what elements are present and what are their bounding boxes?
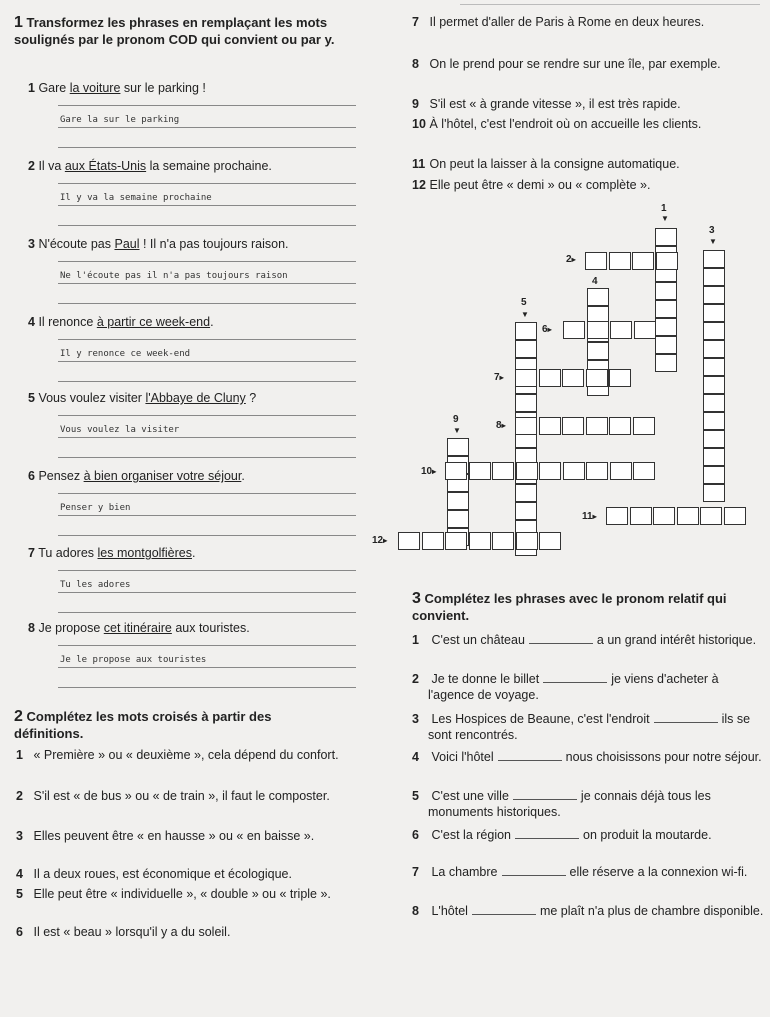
question-text: Il renonce (38, 315, 97, 329)
ex1-question (28, 545, 358, 561)
answer-line (58, 415, 356, 416)
fill-in-blank[interactable] (472, 903, 536, 915)
ex1-number: 1 (14, 14, 23, 31)
crossword-cell[interactable] (655, 354, 677, 372)
crossword-cell[interactable] (703, 358, 725, 376)
definition-number: 2 (16, 789, 23, 803)
answer-line (58, 127, 356, 128)
question-number: 7 (412, 865, 419, 879)
crossword-cell[interactable] (539, 417, 561, 435)
crossword-cell[interactable] (630, 507, 652, 525)
crossword-definition (16, 886, 375, 902)
question-number: 5 (412, 789, 419, 803)
answer-line (58, 645, 356, 646)
crossword-cell[interactable] (515, 340, 537, 358)
crossword-cell[interactable] (703, 484, 725, 502)
question-text: a un grand intérêt historique. (596, 633, 757, 647)
crossword-cell[interactable] (633, 462, 655, 480)
ex1-question (28, 390, 358, 406)
clue-number-text: 4 (592, 276, 598, 287)
question-number: 4 (28, 315, 35, 329)
crossword-cell[interactable] (515, 394, 537, 412)
arrow-icon: ▸ (501, 421, 506, 430)
handwritten-answer: Penser y bien (60, 503, 131, 513)
crossword-cell[interactable] (653, 507, 675, 525)
crossword-cell[interactable] (516, 462, 538, 480)
answer-line (58, 105, 356, 106)
question-text: aux touristes. (171, 621, 250, 635)
arrow-icon: ▸ (571, 255, 576, 264)
crossword-cell[interactable] (655, 318, 677, 336)
crossword-cell[interactable] (445, 462, 467, 480)
answer-line (58, 339, 356, 340)
answer-line (58, 381, 356, 382)
handwritten-answer: Tu les adores (60, 580, 131, 590)
answer-line (58, 205, 356, 206)
question-number: 7 (28, 546, 35, 560)
answer-line (58, 570, 356, 571)
underlined-phrase: l'Abbaye de Cluny (145, 391, 246, 405)
crossword-cell[interactable] (563, 462, 585, 480)
clue-number-text: 8 (496, 420, 502, 431)
crossword-definition (16, 866, 375, 882)
ex1-title-text: Transformez les phrases en remplaçant les mots soulignés par le pronom COD qui convient ou par y. (14, 15, 335, 47)
underlined-phrase: cet itinéraire (103, 621, 172, 635)
arrow-icon: ▸ (432, 467, 437, 476)
ex2-title-text: Complétez les mots croisés à partir des définitions. (14, 709, 272, 741)
clue-number-text: 6 (542, 324, 548, 335)
handwritten-answer: Gare la sur le parking (60, 115, 180, 125)
underlined-phrase: à bien organiser votre séjour (83, 469, 242, 483)
question-text: L'hôtel (431, 904, 468, 918)
question-text: Pensez (38, 469, 84, 483)
ex1-question (28, 620, 358, 636)
crossword-definition (412, 177, 756, 193)
question-text: je viens d'acheter à l'agence de voyage. (428, 672, 719, 702)
definition-text: Elles peuvent être « en hausse » ou « en baisse ». (33, 829, 315, 843)
crossword-cell[interactable] (587, 288, 609, 306)
handwritten-answer: Je le propose aux touristes (60, 655, 207, 665)
question-number: 2 (28, 159, 35, 173)
crossword-definition (16, 924, 375, 940)
clue-number-text: 7 (494, 372, 500, 383)
crossword-definition (412, 156, 756, 172)
ex3-question (412, 671, 768, 703)
question-text: Je propose (38, 621, 104, 635)
question-number: 2 (412, 672, 419, 686)
arrow-icon: ▸ (499, 373, 504, 382)
crossword-cell[interactable] (655, 300, 677, 318)
crossword-cell[interactable] (655, 336, 677, 354)
fill-in-blank[interactable] (498, 749, 562, 761)
ex1-question (28, 314, 358, 330)
ex3-title-text: Complétez les phrases avec le pronom relatif qui convient. (412, 591, 727, 623)
crossword-cell[interactable] (634, 321, 656, 339)
crossword-cell[interactable] (703, 322, 725, 340)
clue-number-text: 3 (709, 225, 715, 236)
answer-line (58, 283, 356, 284)
answer-line (58, 515, 356, 516)
crossword-cell[interactable] (447, 438, 469, 456)
ex1-question (28, 468, 358, 484)
question-text: Gare (38, 81, 70, 95)
question-text: nous choisissons pour notre séjour. (565, 750, 762, 764)
crossword-cell[interactable] (700, 507, 722, 525)
ex2-number: 2 (14, 708, 23, 725)
crossword-cell[interactable] (724, 507, 746, 525)
crossword-cell[interactable] (586, 462, 608, 480)
handwritten-answer: Il y renonce ce week-end (60, 349, 191, 359)
definition-text: S'il est « de bus » ou « de train », il faut le composter. (33, 789, 330, 803)
crossword-cell[interactable] (703, 466, 725, 484)
arrow-down-icon: ▼ (521, 310, 529, 319)
fill-in-blank[interactable] (529, 632, 593, 644)
definition-number: 10 (412, 117, 426, 131)
top-rule (460, 4, 760, 5)
crossword-cell[interactable] (422, 532, 444, 550)
crossword-cell[interactable] (398, 532, 420, 550)
answer-line (58, 183, 356, 184)
crossword-cell[interactable] (515, 322, 537, 340)
crossword-cell[interactable] (539, 532, 561, 550)
crossword-definition (412, 56, 756, 72)
fill-in-blank[interactable] (513, 788, 577, 800)
definition-text: Il est « beau » lorsqu'il y a du soleil. (33, 925, 231, 939)
fill-in-blank[interactable] (543, 671, 607, 683)
crossword-cell[interactable] (515, 369, 537, 387)
question-text: me plaît n'a plus de chambre disponible. (539, 904, 764, 918)
clue-number (582, 511, 597, 522)
crossword-cell[interactable] (515, 417, 537, 435)
crossword-cell[interactable] (655, 228, 677, 246)
question-text: La chambre (431, 865, 498, 879)
question-text: . (192, 546, 196, 560)
crossword-definition (412, 116, 756, 132)
ex1-question (28, 236, 358, 252)
clue-number (521, 297, 527, 308)
definition-number: 1 (16, 748, 23, 762)
ex1-question (28, 158, 358, 174)
clue-number-text: 1 (661, 203, 667, 214)
ex3-question (412, 788, 768, 820)
crossword-cell[interactable] (703, 250, 725, 268)
question-number: 6 (412, 828, 419, 842)
clue-number-text: 9 (453, 414, 459, 425)
crossword-cell[interactable] (656, 252, 678, 270)
question-text: ! Il n'a pas toujours raison. (139, 237, 289, 251)
handwritten-answer: Il y va la semaine prochaine (60, 193, 212, 203)
question-text: je connais déjà tous les monuments historiques. (428, 789, 711, 819)
answer-line (58, 303, 356, 304)
definition-number: 11 (412, 157, 426, 171)
ex3-question (412, 864, 768, 880)
ex1-question (28, 80, 358, 96)
definition-text: À l'hôtel, c'est l'endroit où on accueille les clients. (429, 117, 702, 131)
definition-number: 5 (16, 887, 23, 901)
crossword-cell[interactable] (610, 321, 632, 339)
crossword-cell[interactable] (703, 340, 725, 358)
clue-number (421, 466, 436, 477)
ex3-question (412, 903, 768, 919)
crossword-cell[interactable] (587, 342, 609, 360)
crossword-cell[interactable] (539, 462, 561, 480)
crossword-definition (412, 96, 756, 112)
clue-number (542, 324, 552, 335)
definition-text: « Première » ou « deuxième », cela dépend du confort. (33, 748, 339, 762)
ex3-number: 3 (412, 590, 421, 607)
question-number: 3 (412, 712, 419, 726)
clue-number (372, 535, 387, 546)
crossword-cell[interactable] (606, 507, 628, 525)
question-number: 8 (412, 904, 419, 918)
crossword-cell[interactable] (609, 369, 631, 387)
definition-text: On peut la laisser à la consigne automatique. (429, 157, 680, 171)
crossword-cell[interactable] (469, 462, 491, 480)
crossword-definition (16, 788, 375, 804)
clue-number-text: 11 (582, 511, 593, 522)
arrow-icon: ▸ (383, 536, 388, 545)
question-text: sur le parking ! (120, 81, 206, 95)
crossword-cell[interactable] (586, 369, 608, 387)
clue-number (709, 225, 715, 236)
answer-line (58, 261, 356, 262)
crossword-cell[interactable] (562, 369, 584, 387)
crossword-cell[interactable] (585, 252, 607, 270)
crossword-definition (16, 747, 375, 763)
crossword-cell[interactable] (610, 462, 632, 480)
ex3-title (412, 590, 752, 624)
ex2-title (14, 708, 344, 742)
question-text: Je te donne le billet (431, 672, 540, 686)
crossword-definition (412, 14, 756, 30)
answer-line (58, 493, 356, 494)
crossword-cell[interactable] (515, 484, 537, 502)
crossword-cell[interactable] (586, 417, 608, 435)
crossword-cell[interactable] (492, 462, 514, 480)
handwritten-answer: Ne l'écoute pas il n'a pas toujours raison (60, 271, 288, 281)
underlined-phrase: les montgolfières (97, 546, 192, 560)
question-text: Tu adores (38, 546, 98, 560)
definition-number: 7 (412, 15, 419, 29)
answer-line (58, 592, 356, 593)
arrow-down-icon: ▼ (453, 426, 461, 435)
clue-number (496, 420, 506, 431)
answer-line (58, 667, 356, 668)
definition-number: 12 (412, 178, 426, 192)
fill-in-blank[interactable] (502, 864, 566, 876)
ex3-question (412, 711, 768, 743)
answer-line (58, 147, 356, 148)
question-text: Il va (38, 159, 65, 173)
clue-number-text: 2 (566, 254, 572, 265)
question-number: 1 (28, 81, 35, 95)
ex3-question (412, 632, 768, 648)
ex3-question (412, 749, 768, 765)
crossword-cell[interactable] (562, 417, 584, 435)
underlined-phrase: à partir ce week-end (96, 315, 211, 329)
crossword-cell[interactable] (703, 412, 725, 430)
crossword-cell[interactable] (703, 304, 725, 322)
crossword-cell[interactable] (563, 321, 585, 339)
crossword-cell[interactable] (447, 510, 469, 528)
crossword-definition (16, 828, 375, 844)
question-number: 8 (28, 621, 35, 635)
answer-line (58, 361, 356, 362)
question-number: 6 (28, 469, 35, 483)
answer-line (58, 687, 356, 688)
clue-number (566, 254, 576, 265)
underlined-phrase: la voiture (69, 81, 121, 95)
crossword-cell[interactable] (445, 532, 467, 550)
question-text: . (241, 469, 245, 483)
question-text: ils se sont rencontrés. (428, 712, 751, 742)
crossword-cell[interactable] (515, 502, 537, 520)
arrow-down-icon: ▼ (709, 237, 717, 246)
definition-number: 3 (16, 829, 23, 843)
clue-number (453, 414, 459, 425)
crossword-cell[interactable] (703, 430, 725, 448)
crossword-cell[interactable] (677, 507, 699, 525)
definition-text: Elle peut être « demi » ou « complète ». (429, 178, 651, 192)
question-text: C'est un château (431, 633, 525, 647)
crossword-cell[interactable] (703, 286, 725, 304)
arrow-icon: ▸ (547, 325, 552, 334)
definition-text: Elle peut être « individuelle », « double » ou « triple ». (33, 887, 331, 901)
underlined-phrase: Paul (114, 237, 140, 251)
question-text: C'est la région (431, 828, 511, 842)
crossword-cell[interactable] (655, 282, 677, 300)
question-text: Voici l'hôtel (431, 750, 494, 764)
definition-number: 4 (16, 867, 23, 881)
crossword-cell[interactable] (469, 532, 491, 550)
answer-line (58, 457, 356, 458)
clue-number (494, 372, 504, 383)
definition-text: On le prend pour se rendre sur une île, par exemple. (429, 57, 721, 71)
fill-in-blank[interactable] (515, 827, 579, 839)
question-text: elle réserve a la connexion wi-fi. (569, 865, 748, 879)
underlined-phrase: aux États-Unis (64, 159, 147, 173)
answer-line (58, 612, 356, 613)
answer-line (58, 535, 356, 536)
definition-number: 9 (412, 97, 419, 111)
handwritten-answer: Vous voulez la visiter (60, 425, 180, 435)
clue-number (661, 203, 667, 214)
crossword-cell[interactable] (609, 417, 631, 435)
question-text: Vous voulez visiter (38, 391, 146, 405)
question-number: 4 (412, 750, 419, 764)
crossword-cell[interactable] (447, 492, 469, 510)
crossword-cell[interactable] (492, 532, 514, 550)
question-number: 3 (28, 237, 35, 251)
answer-line (58, 225, 356, 226)
fill-in-blank[interactable] (654, 711, 718, 723)
question-text: N'écoute pas (38, 237, 115, 251)
definition-number: 8 (412, 57, 419, 71)
definition-text: S'il est « à grande vitesse », il est très rapide. (429, 97, 681, 111)
definition-text: Il a deux roues, est économique et écologique. (33, 867, 292, 881)
question-number: 1 (412, 633, 419, 647)
crossword-cell[interactable] (703, 394, 725, 412)
crossword-cell[interactable] (633, 417, 655, 435)
arrow-down-icon: ▼ (661, 214, 669, 223)
clue-number-text: 12 (372, 535, 384, 546)
crossword-cell[interactable] (539, 369, 561, 387)
definition-number: 6 (16, 925, 23, 939)
question-text: on produit la moutarde. (583, 828, 712, 842)
crossword-cell[interactable] (516, 532, 538, 550)
clue-number-text: 10 (421, 466, 433, 477)
clue-number (592, 276, 598, 287)
ex1-title (14, 14, 354, 48)
clue-number-text: 5 (521, 297, 527, 308)
question-text: Les Hospices de Beaune, c'est l'endroit (431, 712, 650, 726)
question-number: 5 (28, 391, 35, 405)
crossword-cell[interactable] (587, 321, 609, 339)
crossword-cell[interactable] (609, 252, 631, 270)
answer-line (58, 437, 356, 438)
definition-text: Il permet d'aller de Paris à Rome en deux heures. (429, 15, 705, 29)
question-text: ? (245, 391, 257, 405)
question-text: la semaine prochaine. (146, 159, 272, 173)
arrow-icon: ▸ (592, 512, 597, 521)
ex3-question (412, 827, 768, 843)
question-text: C'est une ville (431, 789, 509, 803)
question-text: . (210, 315, 214, 329)
crossword-cell[interactable] (703, 376, 725, 394)
crossword-cell[interactable] (632, 252, 654, 270)
crossword-cell[interactable] (703, 268, 725, 286)
crossword-cell[interactable] (703, 448, 725, 466)
